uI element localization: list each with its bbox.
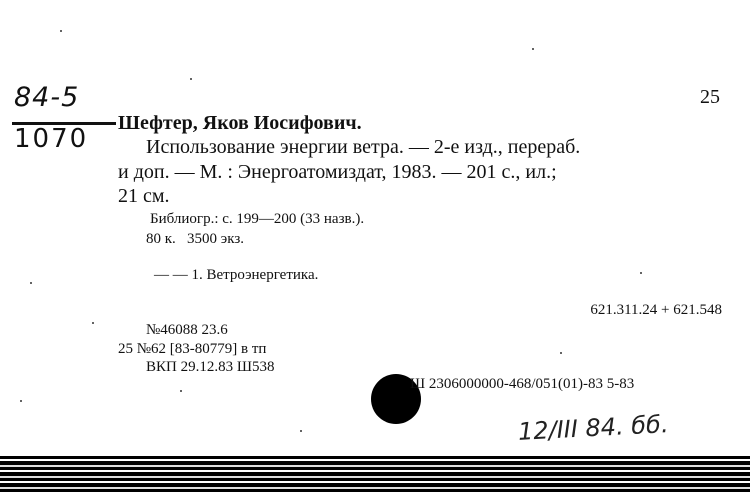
vkp-line: ВКП 29.12.83 Ш538 — [146, 359, 275, 375]
scan-speck — [560, 352, 562, 354]
shelf-mark-bottom: 1070 — [14, 124, 89, 154]
scan-speck — [30, 282, 32, 284]
card-bottom-edge — [0, 456, 750, 492]
description-line-3: 21 см. — [118, 185, 170, 207]
shelf-mark-top: 84-5 — [14, 82, 80, 113]
card-number: 25 — [700, 86, 720, 108]
scan-speck — [20, 400, 22, 402]
udc-index: 621.311.24 + 621.548 — [590, 302, 722, 318]
batch-line: 25 №62 [83-80779] в тп — [118, 341, 267, 357]
scan-speck — [532, 48, 534, 50]
author-heading: Шефтер, Яков Иосифович. — [118, 112, 362, 134]
scan-speck — [60, 30, 62, 32]
scan-speck — [190, 78, 192, 80]
description-line-2: и доп. — М. : Энергоатомиздат, 1983. — 201 с., ил.; — [118, 161, 557, 183]
catalog-code: Ш 2306000000-468/051(01)-83 5-83 — [410, 376, 635, 392]
bibliography-note: Библиогр.: с. 199—200 (33 назв.). — [150, 211, 365, 227]
handwritten-date: 12/III 84. бб. — [517, 410, 670, 446]
price-and-print-run: 80 к. 3500 экз. — [146, 231, 244, 247]
scan-speck — [640, 272, 642, 274]
description-line-1: Использование энергии ветра. — 2-е изд., перераб. — [146, 136, 581, 158]
order-number: №46088 23.6 — [146, 322, 228, 338]
subject-heading: — — 1. Ветроэнергетика. — [154, 267, 319, 283]
scan-speck — [180, 390, 182, 392]
scan-speck — [92, 322, 94, 324]
scan-speck — [300, 430, 302, 432]
